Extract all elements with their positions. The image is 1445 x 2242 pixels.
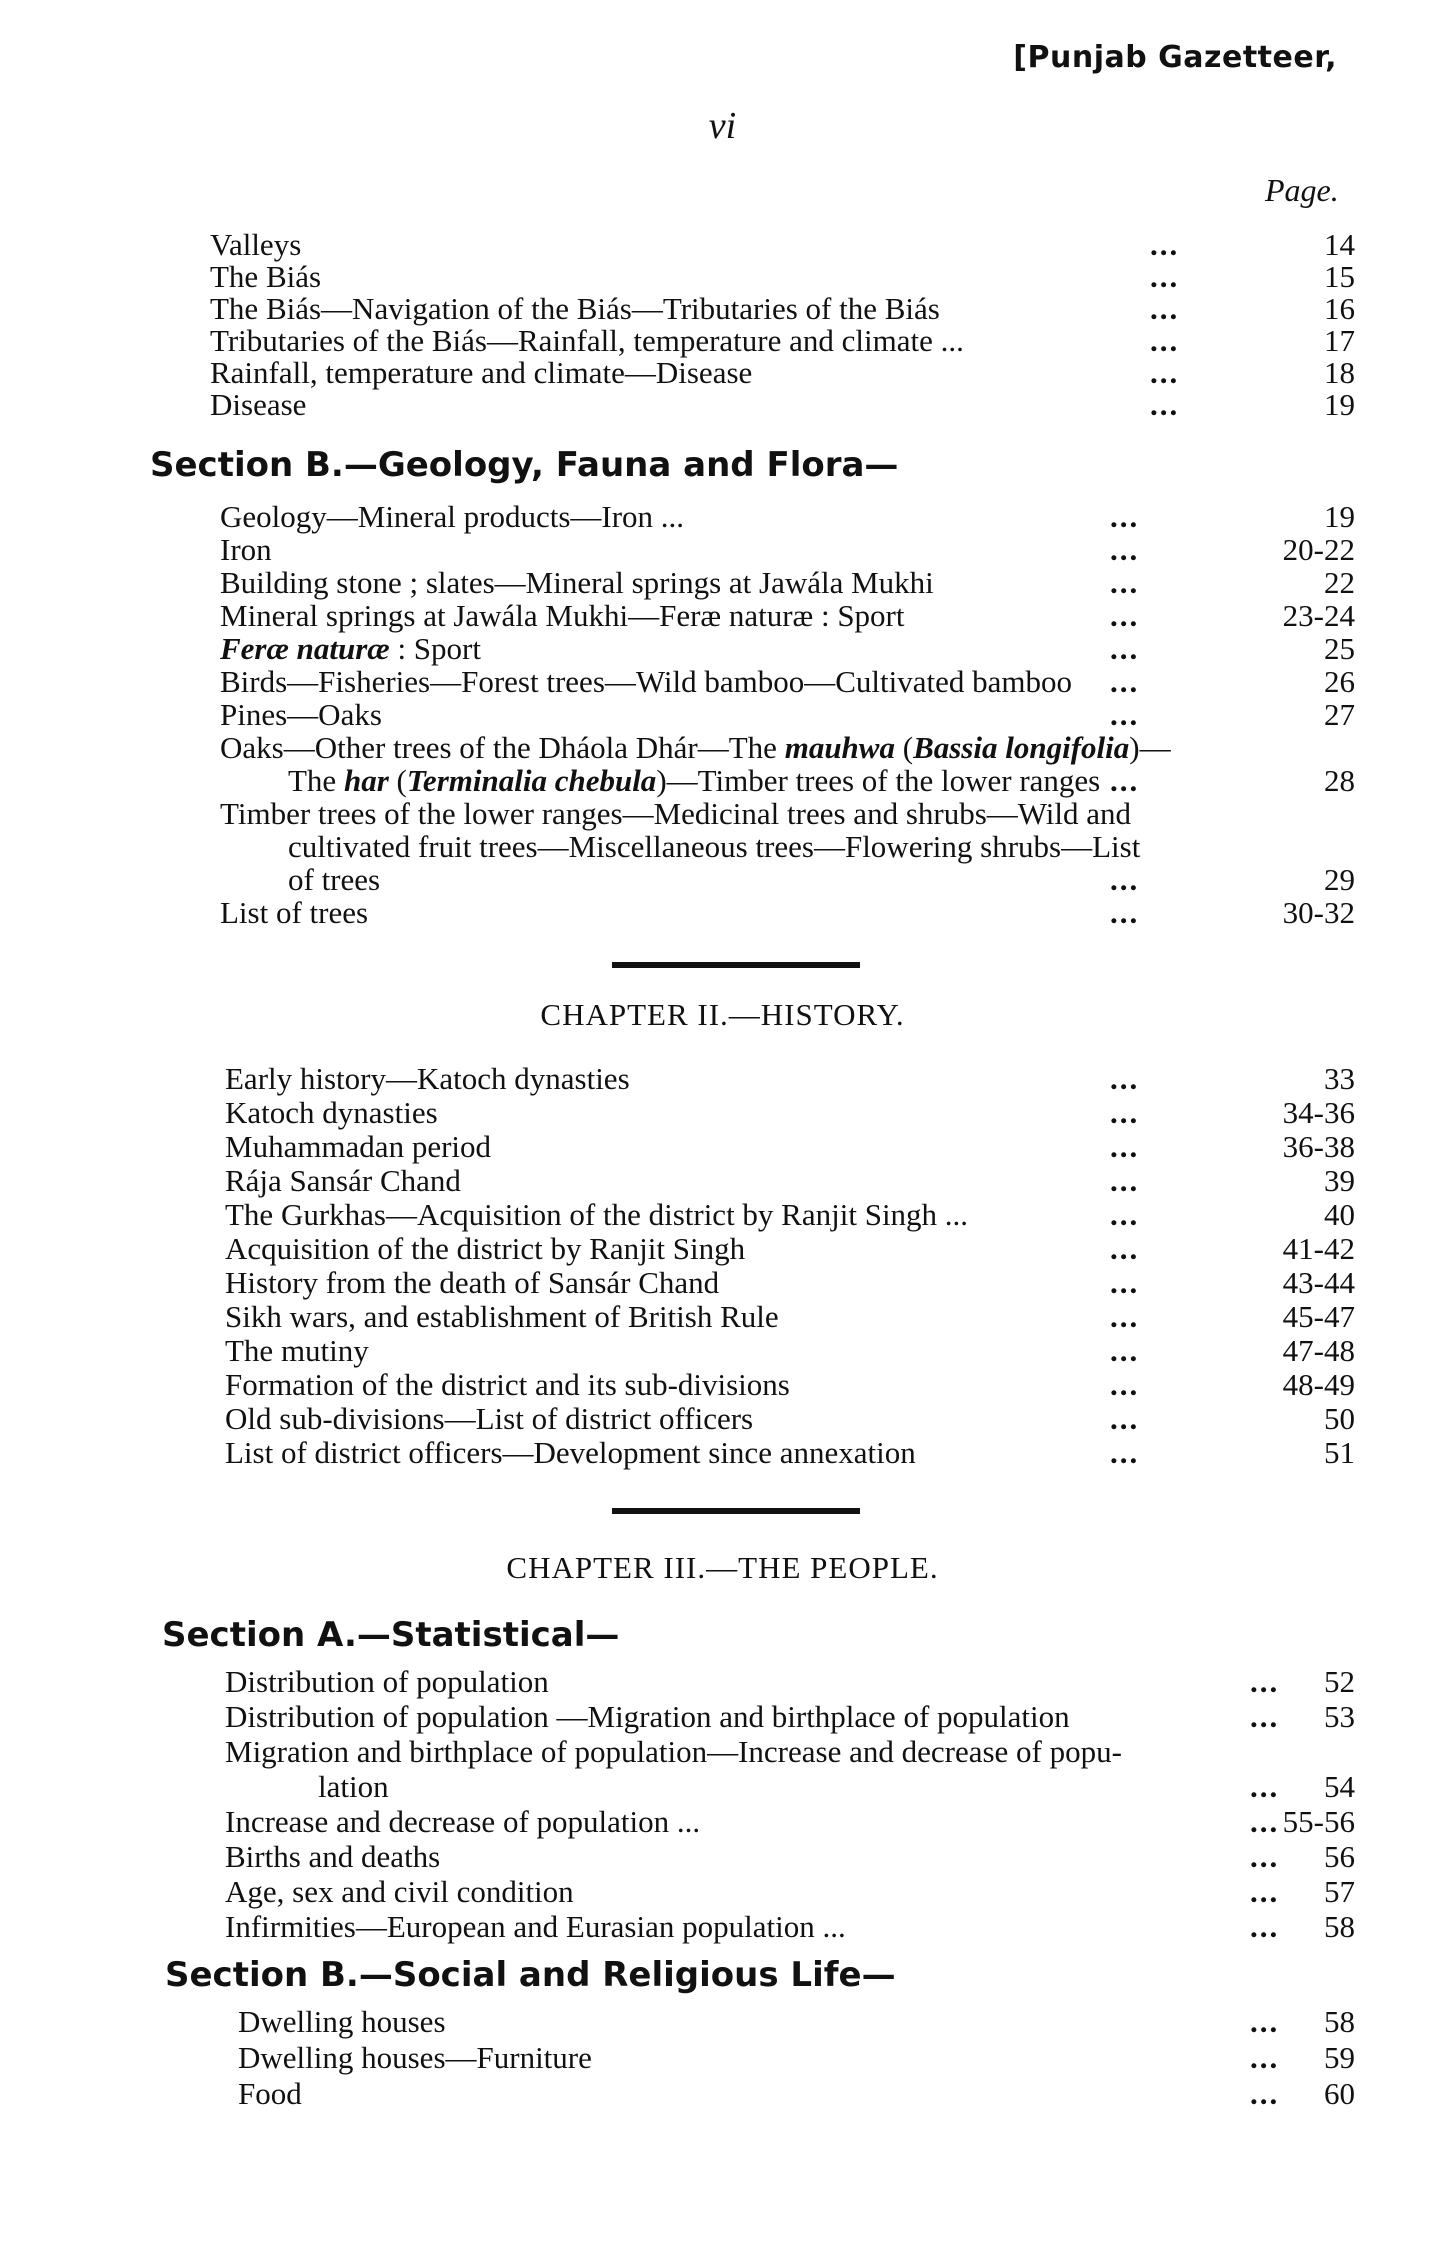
toc-entry-title: The har (Terminalia chebula)—Timber trees of the lower ranges (288, 763, 1101, 798)
leader-dots: ... (1110, 499, 1140, 534)
toc-entry-page: 17 (1324, 323, 1355, 358)
toc-entry-title: Increase and decrease of population ... (225, 1804, 701, 1839)
toc-entry-page: 25 (1324, 631, 1355, 666)
toc-entry-title: of trees (288, 862, 381, 897)
toc-entry-page: 16 (1324, 291, 1355, 326)
toc-entry (0, 1735, 1445, 1769)
toc-entry-page: 41-42 (1282, 1231, 1355, 1266)
toc-entry (0, 1232, 1445, 1266)
toc-entry-title: Dwelling houses (238, 2004, 446, 2039)
toc-entry-page: 28 (1324, 763, 1355, 798)
toc-entry-title: Formation of the district and its sub-divisions (225, 1367, 790, 1402)
toc-entry (0, 1770, 1445, 1804)
toc-entry (0, 1840, 1445, 1874)
toc-entry (0, 1198, 1445, 1232)
toc-entry-page: 59 (1324, 2040, 1355, 2075)
toc-entry-page: 51 (1324, 1435, 1355, 1470)
leader-dots: ... (1110, 1129, 1140, 1164)
toc-entry-page: 39 (1324, 1163, 1355, 1198)
toc-entry-page: 19 (1324, 387, 1355, 422)
toc-entry-page: 27 (1324, 697, 1355, 732)
leader-dots: ... (1250, 1874, 1280, 1909)
toc-entry-title: The mutiny (225, 1333, 369, 1368)
toc-entry (0, 566, 1445, 600)
leader-dots: ... (1150, 227, 1180, 262)
toc-entry-page: 23-24 (1282, 598, 1355, 633)
toc-entry-page: 54 (1324, 1769, 1355, 1804)
toc-entry-page: 43-44 (1282, 1265, 1355, 1300)
toc-entry (0, 1300, 1445, 1334)
leader-dots: ... (1250, 1769, 1280, 1804)
toc-entry (0, 1062, 1445, 1096)
leader-dots: ... (1110, 1197, 1140, 1232)
toc-entry-page: 36-38 (1282, 1129, 1355, 1164)
toc-entry-page: 45-47 (1282, 1299, 1355, 1334)
toc-entry-title: Distribution of population —Migration and birthplace of population (225, 1699, 1070, 1734)
toc-entry-title: History from the death of Sansár Chand (225, 1265, 720, 1300)
toc-entry-title: Migration and birthplace of population—Increase and decrease of popu- (225, 1734, 1122, 1769)
leader-dots: ... (1110, 598, 1140, 633)
toc-entry (0, 1805, 1445, 1839)
toc-entry-title: List of trees (220, 895, 369, 930)
toc-entry (0, 533, 1445, 567)
toc-entry-page: 60 (1324, 2076, 1355, 2111)
leader-dots: ... (1250, 1664, 1280, 1699)
toc-entry-page: 47-48 (1282, 1333, 1355, 1368)
leader-dots: ... (1250, 2076, 1280, 2111)
toc-entry (0, 356, 1445, 390)
toc-entry (0, 1164, 1445, 1198)
leader-dots: ... (1110, 1095, 1140, 1130)
toc-entry (0, 388, 1445, 422)
toc-entry-title: Disease (210, 387, 307, 422)
toc-entry-page: 18 (1324, 355, 1355, 390)
leader-dots: ... (1110, 565, 1140, 600)
toc-entry-page: 53 (1324, 1699, 1355, 1734)
toc-entry-page: 58 (1324, 2004, 1355, 2039)
toc-entry (0, 1368, 1445, 1402)
leader-dots: ... (1150, 355, 1180, 390)
toc-entry-page: 22 (1324, 565, 1355, 600)
leader-dots: ... (1150, 291, 1180, 326)
toc-entry-title: Food (238, 2076, 302, 2111)
leader-dots: ... (1150, 323, 1180, 358)
leader-dots: ... (1110, 697, 1140, 732)
toc-entry-page: 40 (1324, 1197, 1355, 1232)
toc-entry (0, 830, 1445, 864)
leader-dots: ... (1110, 763, 1140, 798)
leader-dots: ... (1250, 1699, 1280, 1734)
toc-entry (0, 324, 1445, 358)
toc-entry-page: 58 (1324, 1909, 1355, 1944)
toc-entry-title: Rája Sansár Chand (225, 1163, 461, 1198)
toc-entry (0, 1130, 1445, 1164)
leader-dots: ... (1250, 2040, 1280, 2075)
toc-entry (0, 292, 1445, 326)
toc-entry (0, 731, 1445, 765)
toc-entry (0, 863, 1445, 897)
leader-dots: ... (1150, 259, 1180, 294)
toc-entry-title: Geology—Mineral products—Iron ... (220, 499, 685, 534)
leader-dots: ... (1110, 1061, 1140, 1096)
toc-entry-title: Timber trees of the lower ranges—Medicinal trees and shrubs—Wild and (220, 796, 1132, 831)
toc-entry (0, 1665, 1445, 1699)
toc-entry-page: 34-36 (1282, 1095, 1355, 1130)
toc-entry (0, 2005, 1445, 2039)
toc-entry-page: 50 (1324, 1401, 1355, 1436)
toc-entry (0, 599, 1445, 633)
toc-entry (0, 1402, 1445, 1436)
toc-entry (0, 797, 1445, 831)
running-head: [Punjab Gazetteer, (1013, 40, 1337, 75)
toc-entry (0, 1096, 1445, 1130)
chapter-3-heading: CHAPTER III.—THE PEOPLE. (506, 1550, 939, 1585)
toc-entry-page: 14 (1324, 227, 1355, 262)
toc-entry-title: Birds—Fisheries—Forest trees—Wild bamboo—Cultivated bamboo (220, 664, 1073, 699)
toc-entry (0, 1910, 1445, 1944)
leader-dots: ... (1110, 862, 1140, 897)
toc-entry (0, 1875, 1445, 1909)
toc-entry-title: lation (318, 1769, 389, 1804)
leader-dots: ... (1110, 1367, 1140, 1402)
leader-dots: ... (1250, 1804, 1280, 1839)
leader-dots: ... (1110, 1333, 1140, 1368)
toc-entry-page: 19 (1324, 499, 1355, 534)
toc-entry-title: Mineral springs at Jawála Mukhi—Feræ naturæ : Sport (220, 598, 905, 633)
toc-entry-title: Rainfall, temperature and climate—Disease (210, 355, 753, 390)
toc-entry-page: 26 (1324, 664, 1355, 699)
page-column-heading: Page. (1265, 172, 1339, 208)
chapter-3-section-b-heading: Section B.—Social and Religious Life— (165, 1955, 896, 1995)
toc-entry (0, 665, 1445, 699)
toc-entry-title: Valleys (210, 227, 302, 262)
toc-entry-title: Distribution of population (225, 1664, 549, 1699)
leader-dots: ... (1110, 895, 1140, 930)
toc-entry-title: Births and deaths (225, 1839, 441, 1874)
toc-entry (0, 1436, 1445, 1470)
toc-entry-title: The Gurkhas—Acquisition of the district by Ranjit Singh ... (225, 1197, 969, 1232)
leader-dots: ... (1110, 1265, 1140, 1300)
leader-dots: ... (1110, 664, 1140, 699)
toc-entry-page: 48-49 (1282, 1367, 1355, 1402)
leader-dots: ... (1110, 1163, 1140, 1198)
toc-entry-title: Age, sex and civil condition (225, 1874, 574, 1909)
toc-entry-title: Old sub-divisions—List of district officers (225, 1401, 754, 1436)
toc-entry-page: 30-32 (1282, 895, 1355, 930)
toc-entry-title: Oaks—Other trees of the Dháola Dhár—The mauhwa (Bassia longifolia)— (220, 730, 1171, 765)
toc-entry-page: 15 (1324, 259, 1355, 294)
toc-entry-title: The Biás—Navigation of the Biás—Tributaries of the Biás (210, 291, 940, 326)
toc-entry-page: 20-22 (1282, 532, 1355, 567)
toc-entry-page: 55-56 (1282, 1804, 1355, 1839)
toc-entry-title: Tributaries of the Biás—Rainfall, temperature and climate ... (210, 323, 964, 358)
leader-dots: ... (1110, 631, 1140, 666)
toc-entry-title: Muhammadan period (225, 1129, 492, 1164)
divider-rule (612, 962, 860, 968)
leader-dots: ... (1250, 2004, 1280, 2039)
toc-entry-title: Pines—Oaks (220, 697, 382, 732)
toc-entry-page: 52 (1324, 1664, 1355, 1699)
toc-entry (0, 260, 1445, 294)
toc-entry (0, 896, 1445, 930)
toc-entry-title: Sikh wars, and establishment of British Rule (225, 1299, 779, 1334)
toc-entry-title: cultivated fruit trees—Miscellaneous trees—Flowering shrubs—List (288, 829, 1141, 864)
leader-dots: ... (1150, 387, 1180, 422)
page-folio: vi (708, 105, 737, 147)
leader-dots: ... (1250, 1839, 1280, 1874)
section-b-heading: Section B.—Geology, Fauna and Flora— (150, 445, 899, 485)
toc-entry (0, 1700, 1445, 1734)
toc-entry (0, 228, 1445, 262)
toc-entry-title: Iron (220, 532, 272, 567)
toc-entry-page: 56 (1324, 1839, 1355, 1874)
divider-rule (612, 1508, 860, 1514)
toc-entry-page: 29 (1324, 862, 1355, 897)
chapter-2-heading: CHAPTER II.—HISTORY. (540, 997, 905, 1032)
toc-entry-title: Building stone ; slates—Mineral springs at Jawála Mukhi (220, 565, 934, 600)
toc-entry-title: Infirmities—European and Eurasian population ... (225, 1909, 846, 1944)
leader-dots: ... (1110, 1401, 1140, 1436)
toc-entry (0, 632, 1445, 666)
toc-entry-title: List of district officers—Development since annexation (225, 1435, 916, 1470)
toc-entry (0, 1266, 1445, 1300)
leader-dots: ... (1110, 1435, 1140, 1470)
leader-dots: ... (1110, 532, 1140, 567)
toc-entry (0, 2041, 1445, 2075)
toc-entry-title: Katoch dynasties (225, 1095, 438, 1130)
toc-entry (0, 698, 1445, 732)
toc-entry-title: The Biás (210, 259, 322, 294)
leader-dots: ... (1250, 1909, 1280, 1944)
toc-entry-page: 33 (1324, 1061, 1355, 1096)
toc-entry-page: 57 (1324, 1874, 1355, 1909)
leader-dots: ... (1110, 1231, 1140, 1266)
toc-entry-title: Dwelling houses—Furniture (238, 2040, 592, 2075)
toc-entry (0, 1334, 1445, 1368)
toc-entry-title: Early history—Katoch dynasties (225, 1061, 630, 1096)
toc-entry (0, 2077, 1445, 2111)
toc-entry-title: Acquisition of the district by Ranjit Singh (225, 1231, 746, 1266)
toc-entry (0, 500, 1445, 534)
chapter-3-section-a-heading: Section A.—Statistical— (162, 1615, 620, 1655)
leader-dots: ... (1110, 1299, 1140, 1334)
toc-entry (0, 764, 1445, 798)
toc-entry-title: Feræ naturæ : Sport (220, 631, 481, 666)
